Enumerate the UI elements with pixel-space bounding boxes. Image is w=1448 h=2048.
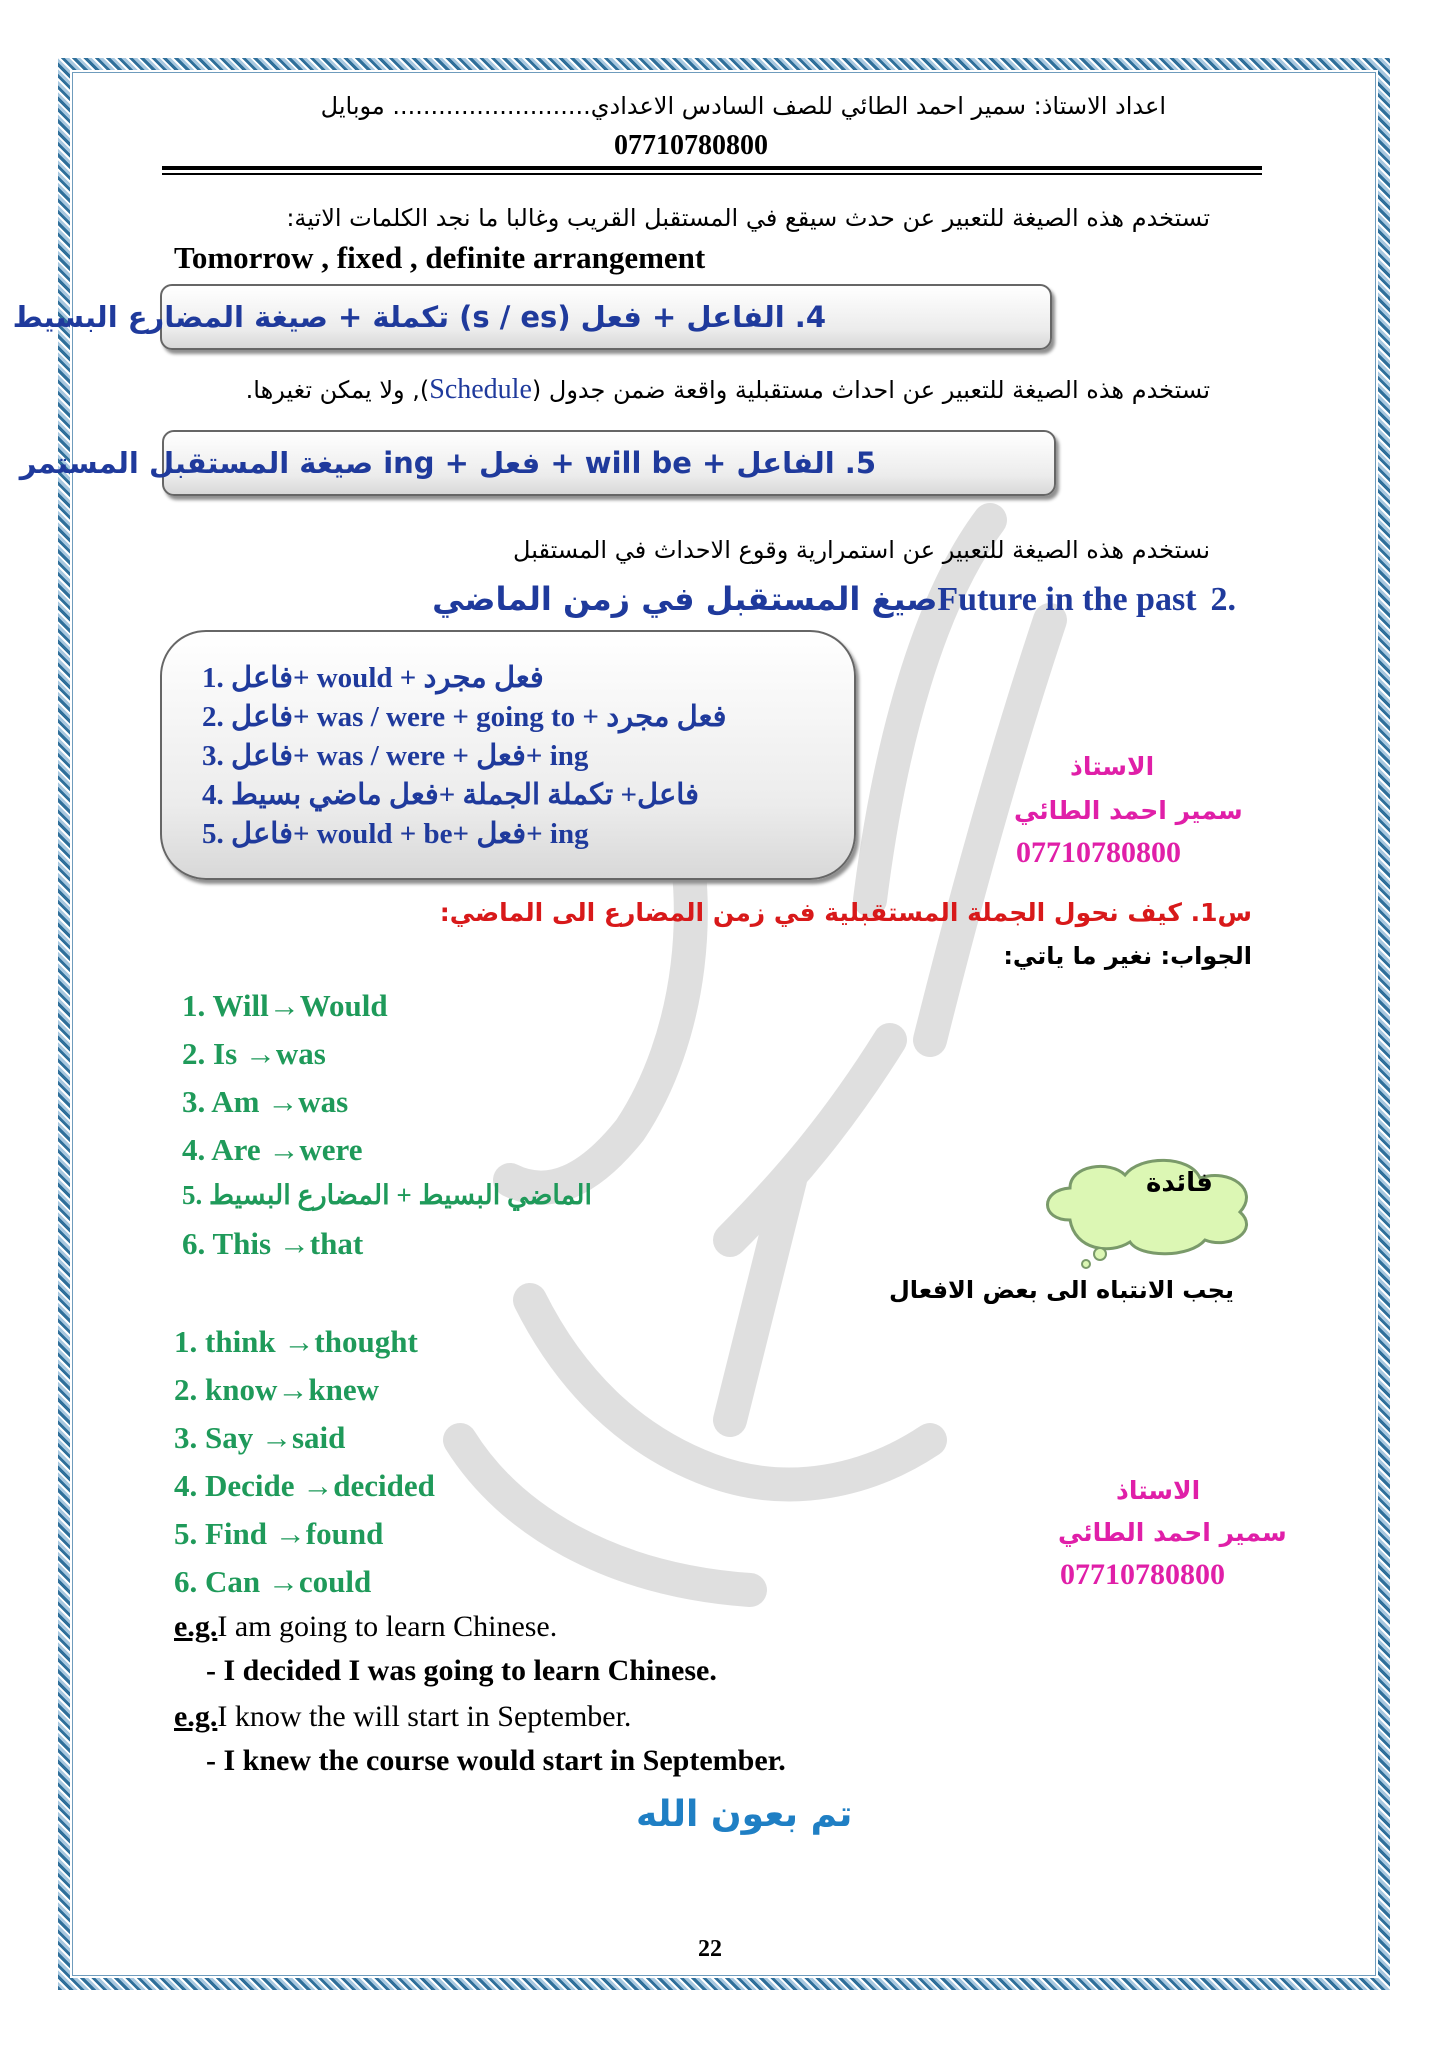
formula-box-5	[19, 430, 1056, 496]
past-form-2: 2. فاعل+ was / were + going to + فعل مجرد	[202, 701, 727, 733]
closing-text: تم بعون الله	[636, 1794, 853, 1835]
change-2: 2. Is →was	[182, 1036, 326, 1071]
attention-text: يجب الانتباه الى بعض الافعال	[888, 1276, 1234, 1304]
stamp-1-title: الاستاذ	[1070, 752, 1155, 781]
header-rule-thin	[162, 173, 1262, 175]
past-form-3: 3. فاعل+ was / were + فعل+ ing	[202, 740, 589, 772]
formula-4: 4. الفاعل + فعل (s / es) تكملة + صيغة المضارع البسيط	[12, 300, 826, 334]
verb-1: 1. think →thought	[174, 1324, 418, 1359]
change-1: 1. Will→Would	[182, 988, 388, 1023]
question: س1. كيف نحول الجملة المستقبلية في زمن المضارع الى الماضي:	[439, 898, 1252, 927]
schedule-word: Schedule	[429, 374, 532, 405]
example-2-label: e.g.	[174, 1700, 218, 1733]
example-2	[174, 1700, 631, 1734]
example-1-answer: - I decided I was going to learn Chinese.	[206, 1654, 717, 1687]
verb-4: 4. Decide →decided	[174, 1468, 435, 1503]
example-1	[174, 1610, 557, 1644]
heading-2-english: Future in the past	[937, 581, 1197, 618]
stamp-1-name: سمير احمد الطائي	[1014, 796, 1243, 825]
formula-5: 5. الفاعل + will be + فعل + ing صيغة المستقبل المستمر	[19, 446, 876, 480]
stamp-2-title: الاستاذ	[1116, 1476, 1201, 1505]
example-1-label: e.g.	[174, 1610, 218, 1643]
header-rule	[162, 166, 1262, 170]
continuity-text: نستخدم هذه الصيغة للتعبير عن استمرارية وقوع الاحداث في المستقبل	[513, 536, 1210, 564]
example-1-sentence: I am going to learn Chinese.	[217, 1610, 558, 1643]
verb-2: 2. know→knew	[174, 1372, 379, 1407]
stamp-2-name: سمير احمد الطائي	[1058, 1518, 1287, 1547]
stamp-1-phone: 07710780800	[1016, 836, 1181, 869]
schedule-text-before: تستخدم هذه الصيغة للتعبير عن احداث مستقبلية واقعة ضمن جدول (	[531, 376, 1210, 404]
verb-5: 5. Find →found	[174, 1516, 384, 1551]
formula-box-4	[12, 284, 1052, 350]
change-6: 6. This →that	[182, 1226, 364, 1261]
stamp-2-phone: 07710780800	[1060, 1558, 1225, 1591]
answer: الجواب: نغير ما ياتي:	[1003, 942, 1252, 970]
change-3: 3. Am →was	[182, 1084, 349, 1119]
verb-6: 6. Can →could	[174, 1564, 372, 1599]
page-number: 22	[698, 1936, 722, 1962]
change-5: 5. الماضي البسيط + المضارع البسيط	[182, 1180, 592, 1210]
near-future-keywords: Tomorrow , fixed , definite arrangement	[174, 240, 706, 275]
header-phone: 07710780800	[614, 130, 768, 161]
heading-2	[432, 580, 1236, 619]
past-form-1: 1. فاعل+ would + فعل مجرد	[202, 662, 544, 694]
benefit-label: فائدة	[1146, 1168, 1213, 1198]
past-form-4: 4. فاعل+ تكملة الجملة +فعل ماضي بسيط	[202, 779, 699, 811]
past-form-5: 5. فاعل+ would + be+ فعل+ ing	[202, 818, 589, 850]
schedule-text-after: ), ولا يمكن تغيرها.	[245, 376, 430, 404]
change-4: 4. Are →were	[182, 1132, 363, 1167]
verb-3: 3. Say →said	[174, 1420, 346, 1455]
heading-2-arabic: صيغ المستقبل في زمن الماضي	[432, 580, 938, 618]
past-forms-box	[160, 630, 856, 880]
header-author-line: اعداد الاستاذ: سمير احمد الطائي للصف السادس الاعدادي.......................... موبايل	[320, 92, 1166, 120]
example-2-answer: - I knew the course would start in September.	[206, 1744, 786, 1777]
heading-2-number: 2.	[1210, 581, 1236, 618]
example-2-sentence: I know the will start in September.	[217, 1700, 632, 1733]
near-future-text: تستخدم هذه الصيغة للتعبير عن حدث سيقع في المستقبل القريب وغالبا ما نجد الكلمات الاتية:	[286, 204, 1210, 232]
schedule-text	[136, 372, 1210, 408]
